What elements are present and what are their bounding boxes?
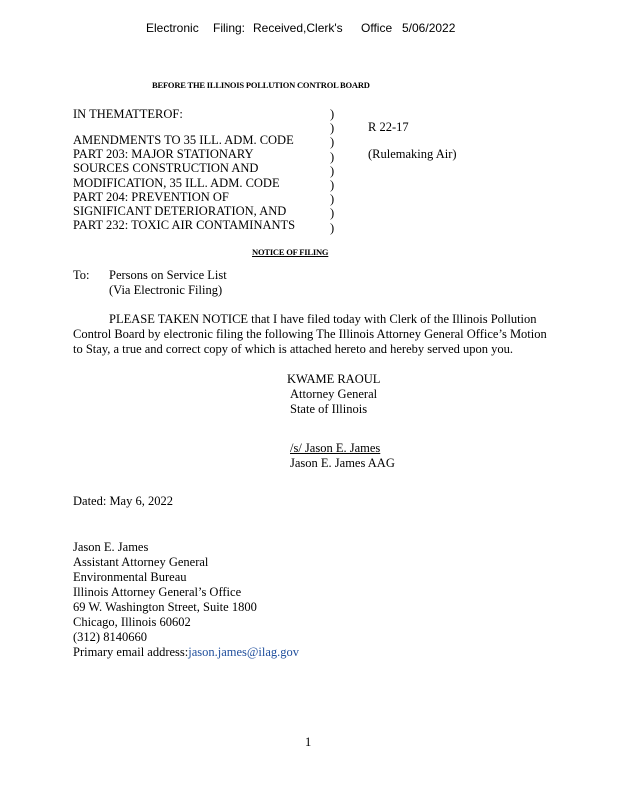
header-date: 5/06/2022 — [402, 21, 456, 35]
contact-email-row — [73, 645, 299, 660]
rulemaking-type: (Rulemaking Air) — [368, 147, 457, 161]
paren: ) — [330, 121, 335, 136]
contact-street: 69 W. Washington Street, Suite 1800 — [73, 600, 257, 614]
page-number: 1 — [305, 735, 312, 749]
to-line-2: (Via Electronic Filing) — [109, 283, 223, 297]
signature-line: /s/ Jason E. James — [290, 441, 381, 455]
in-the-matter-of: IN THEMATTEROF: — [73, 107, 183, 121]
paren: ) — [330, 192, 335, 207]
notice-title: NOTICE OF FILING — [252, 247, 329, 257]
paren-column — [330, 107, 334, 235]
body-line-3: to Stay, a true and correct copy of which is attached hereto and hereby served upon you. — [73, 342, 514, 356]
contact-bureau: Environmental Bureau — [73, 570, 187, 584]
header-filing: Filing: — [213, 21, 246, 35]
contact-city: Chicago, Illinois 60602 — [73, 615, 191, 629]
paren: ) — [330, 220, 335, 235]
paren: ) — [330, 206, 335, 221]
contact-office: Illinois Attorney General’s Office — [73, 585, 242, 599]
caption-line: SIGNIFICANT DETERIORATION, AND — [73, 204, 287, 219]
dated-line: Dated: May 6, 2022 — [73, 494, 173, 508]
caption-line: MODIFICATION, 35 ILL. ADM. CODE — [73, 175, 280, 190]
contact-title: Assistant Attorney General — [73, 555, 209, 569]
docket-number: R 22-17 — [368, 120, 409, 134]
to-line-1: Persons on Service List — [109, 268, 227, 282]
contact-name: Jason E. James — [73, 540, 149, 554]
paren: ) — [330, 178, 335, 193]
header-received: Received,Clerk's — [253, 21, 343, 35]
body-line-1: PLEASE TAKEN NOTICE that I have filed today with Clerk of the Illinois Pollution — [109, 312, 537, 326]
caption-line: PART 203: MAJOR STATIONARY — [73, 147, 254, 162]
caption-line: PART 204: PREVENTION OF — [73, 189, 229, 204]
header-electronic: Electronic — [146, 21, 199, 35]
board-title: BEFORE THE ILLINOIS POLLUTION CONTROL BOARD — [152, 80, 370, 90]
ag-state: State of Illinois — [290, 402, 368, 416]
caption-line: AMENDMENTS TO 35 ILL. ADM. CODE — [73, 133, 294, 147]
caption-line: PART 232: TOXIC AIR CONTAMINANTS — [73, 218, 296, 233]
signer-name: Jason E. James AAG — [290, 456, 395, 470]
caption-block — [73, 133, 295, 232]
paren: ) — [330, 149, 335, 164]
to-label: To: — [73, 268, 90, 282]
email-link[interactable]: jason.james@ilag.gov — [188, 645, 300, 659]
contact-block — [73, 540, 299, 660]
ag-name: KWAME RAOUL — [287, 372, 381, 386]
email-label: Primary email address: — [73, 645, 189, 659]
paren: ) — [330, 135, 335, 150]
paren: ) — [330, 163, 335, 178]
paren: ) — [330, 107, 335, 121]
ag-title: Attorney General — [290, 387, 378, 401]
header-office: Office — [361, 21, 393, 35]
caption-line: SOURCES CONSTRUCTION AND — [73, 161, 259, 176]
contact-phone: (312) 8140660 — [73, 630, 147, 644]
body-line-2: Control Board by electronic filing the following The Illinois Attorney General Office’s Motion — [73, 327, 547, 341]
